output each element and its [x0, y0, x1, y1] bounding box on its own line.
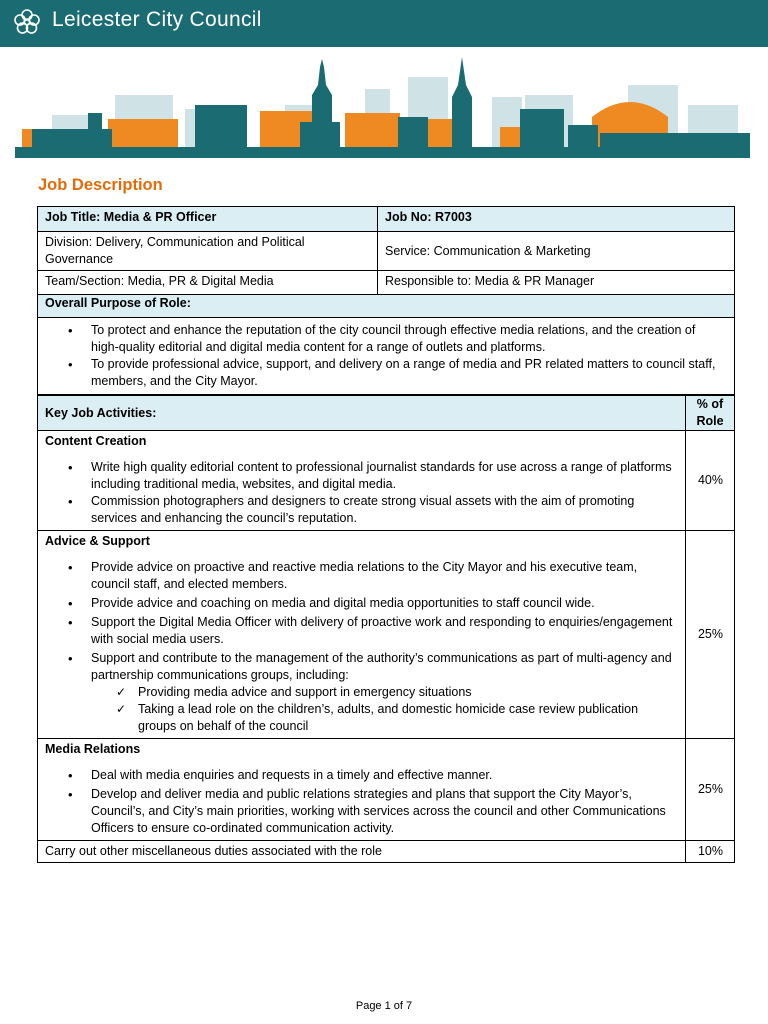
- percent-cell: 40%: [686, 431, 735, 531]
- section-title: Content Creation: [45, 434, 147, 448]
- responsible-cell: Responsible to: Media & PR Manager: [378, 271, 735, 295]
- advice-support-cell: [38, 531, 686, 739]
- activity-item: • Provide advice and coaching on media and digital media opportunities to staff council wide.: [91, 595, 679, 612]
- page-number: Page 1 of 7: [355, 1000, 413, 1012]
- purpose-item: • To provide professional advice, support, and delivery on a range of media and PR related matters to council staff, members, and the City Mayor.: [91, 356, 724, 390]
- division-cell: Division: Delivery, Communication and Political Governance: [38, 232, 378, 271]
- activity-item: • Commission photographers and designers to create strong visual assets with the aim of promoting services and enhancing the council’s reputation.: [91, 493, 679, 527]
- percent-cell: 25%: [686, 531, 735, 739]
- rose-logo-icon: [13, 8, 41, 36]
- header-bar: [0, 0, 768, 47]
- activity-item: • Support and contribute to the management of the authority’s communications as part of multi-agency and partnership communications groups, including:: [91, 650, 679, 684]
- job-no-cell: Job No: R7003: [378, 207, 735, 232]
- purpose-heading: Overall Purpose of Role:: [38, 295, 735, 318]
- job-description-table: [37, 206, 735, 863]
- city-skyline-image: [0, 47, 768, 162]
- media-relations-cell: [38, 739, 686, 841]
- job-title-cell: Job Title: Media & PR Officer: [38, 207, 378, 232]
- percent-cell: 25%: [686, 739, 735, 841]
- service-cell: Service: Communication & Marketing: [378, 232, 735, 271]
- team-cell: Team/Section: Media, PR & Digital Media: [38, 271, 378, 295]
- content-creation-cell: [38, 431, 686, 531]
- council-name: Leicester City Council: [52, 8, 262, 31]
- purpose-cell: [38, 318, 735, 396]
- activity-item: • Write high quality editorial content to professional journalist standards for use across a range of platforms including traditional media, websites, and digital media.: [91, 459, 679, 493]
- activity-item: • Deal with media enquiries and requests in a timely and effective manner.: [91, 767, 679, 784]
- percent-cell: 10%: [686, 841, 735, 863]
- activity-item: • Provide advice on proactive and reactive media relations to the City Mayor and his executive team, council staff, and elected members.: [91, 559, 679, 593]
- role-heading: % of Role: [686, 395, 735, 431]
- activity-item: • Support the Digital Media Officer with delivery of proactive work and responding to enquiries/engagement with social media users.: [91, 614, 679, 648]
- section-title: Advice & Support: [45, 534, 150, 548]
- page-title: Job Description: [38, 176, 163, 194]
- misc-duties-cell: Carry out other miscellaneous duties associated with the role: [38, 841, 686, 863]
- activity-subitem: ✓ Taking a lead role on the children’s, adults, and domestic homicide case review publication groups on behalf of the council: [138, 701, 679, 735]
- activities-heading: Key Job Activities:: [38, 395, 686, 431]
- purpose-item: • To protect and enhance the reputation of the city council through effective media relations, and the creation of high-quality editorial and digital media content for a range of outlets and platforms.: [91, 322, 724, 356]
- section-title: Media Relations: [45, 742, 141, 756]
- activity-item: • Develop and deliver media and public relations strategies and plans that support the City Mayor’s, Council’s, and City’s main priorities, working with services across the council and other Communications Officers to ensure co-ordinated communication activity.: [91, 786, 679, 837]
- activity-subitem: ✓ Providing media advice and support in emergency situations: [138, 684, 679, 701]
